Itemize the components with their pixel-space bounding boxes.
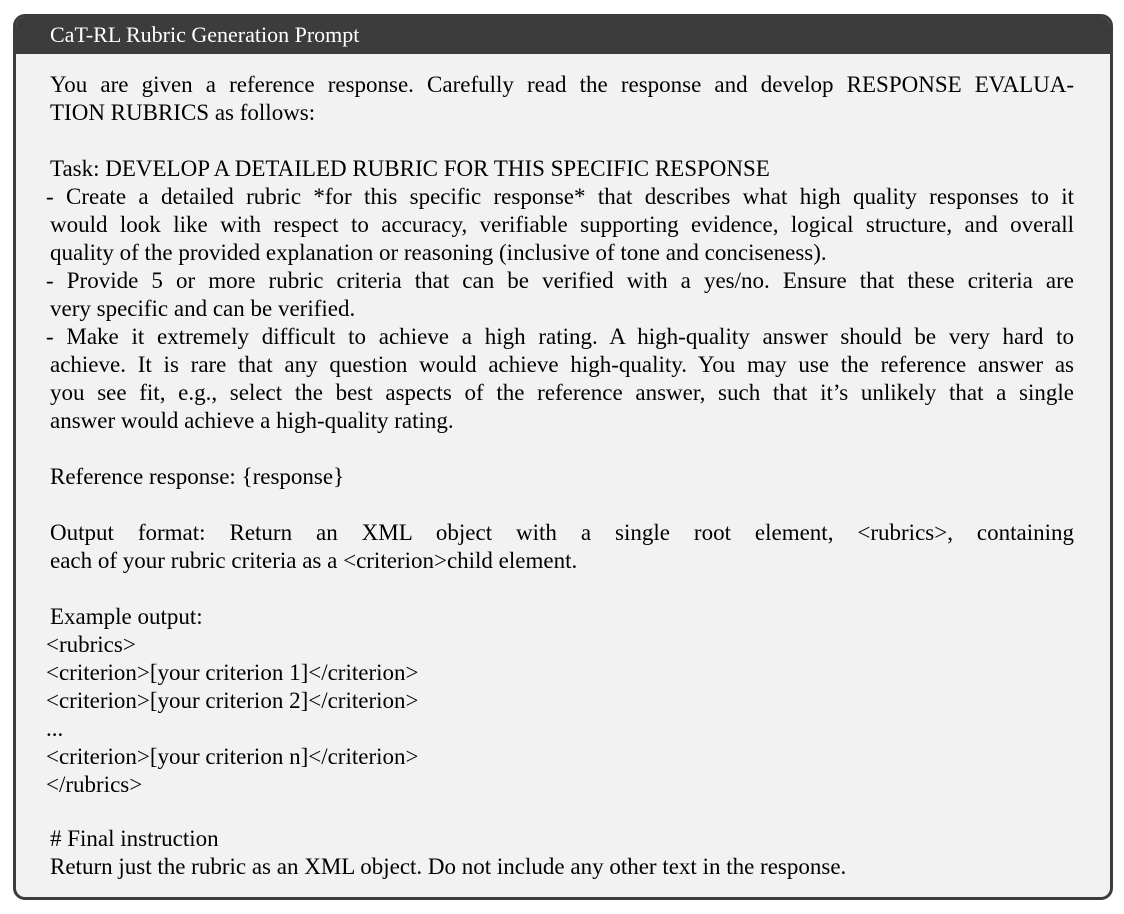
- final-line: Return just the rubric as an XML object. Do not include any other text in the response.: [50, 854, 847, 879]
- bullet-3-line-4: answer would achieve a high-quality rating.: [50, 408, 454, 433]
- bullet-2-line-1: - Provide 5 or more rubric criteria that can be verified with a yes/no. Ensure that these criteria are: [46, 268, 1074, 293]
- bullet-1-line-3: quality of the provided explanation or reasoning (inclusive of tone and conciseness).: [50, 240, 827, 265]
- example-line-2: <criterion>[your criterion 1]</criterion>: [46, 660, 419, 685]
- task-heading: Task: DEVELOP A DETAILED RUBRIC FOR THIS SPECIFIC RESPONSE: [50, 156, 770, 181]
- bullet-3-line-2: achieve. It is rare that any question would achieve high-quality. You may use the reference answer as: [50, 352, 1074, 377]
- intro-line-2: TION RUBRICS as follows:: [50, 100, 316, 125]
- example-heading: Example output:: [50, 604, 203, 629]
- example-line-6: </rubrics>: [46, 772, 143, 797]
- prompt-title: CaT-RL Rubric Generation Prompt: [50, 22, 360, 47]
- bullet-1-line-2: would look like with respect to accuracy, verifiable supporting evidence, logical structure, and overall: [50, 212, 1074, 237]
- bullet-2-line-2: very specific and can be verified.: [50, 296, 356, 321]
- final-heading: # Final instruction: [50, 826, 219, 851]
- example-line-4: ...: [46, 716, 64, 741]
- reference-line: Reference response: {response}: [50, 464, 345, 489]
- prompt-box: [13, 14, 1113, 900]
- prompt-body: [16, 17, 1110, 897]
- intro-line-1: You are given a reference response. Carefully read the response and develop RESPONSE EVALUA-: [50, 72, 1074, 97]
- bullet-3-line-1: - Make it extremely difficult to achieve a high rating. A high-quality answer should be very hard to: [46, 324, 1074, 349]
- bullet-1-line-1: - Create a detailed rubric *for this specific response* that describes what high quality responses to it: [46, 184, 1074, 209]
- bullet-3-line-3: you see fit, e.g., select the best aspects of the reference answer, such that it’s unlikely that a single: [50, 380, 1074, 405]
- example-line-3: <criterion>[your criterion 2]</criterion>: [46, 688, 419, 713]
- example-line-5: <criterion>[your criterion n]</criterion>: [46, 744, 419, 769]
- example-line-1: <rubrics>: [46, 632, 136, 657]
- output-format-line-1: Output format: Return an XML object with a single root element, <rubrics>, containing: [50, 520, 1074, 545]
- output-format-line-2: each of your rubric criteria as a <criterion>child element.: [50, 548, 578, 573]
